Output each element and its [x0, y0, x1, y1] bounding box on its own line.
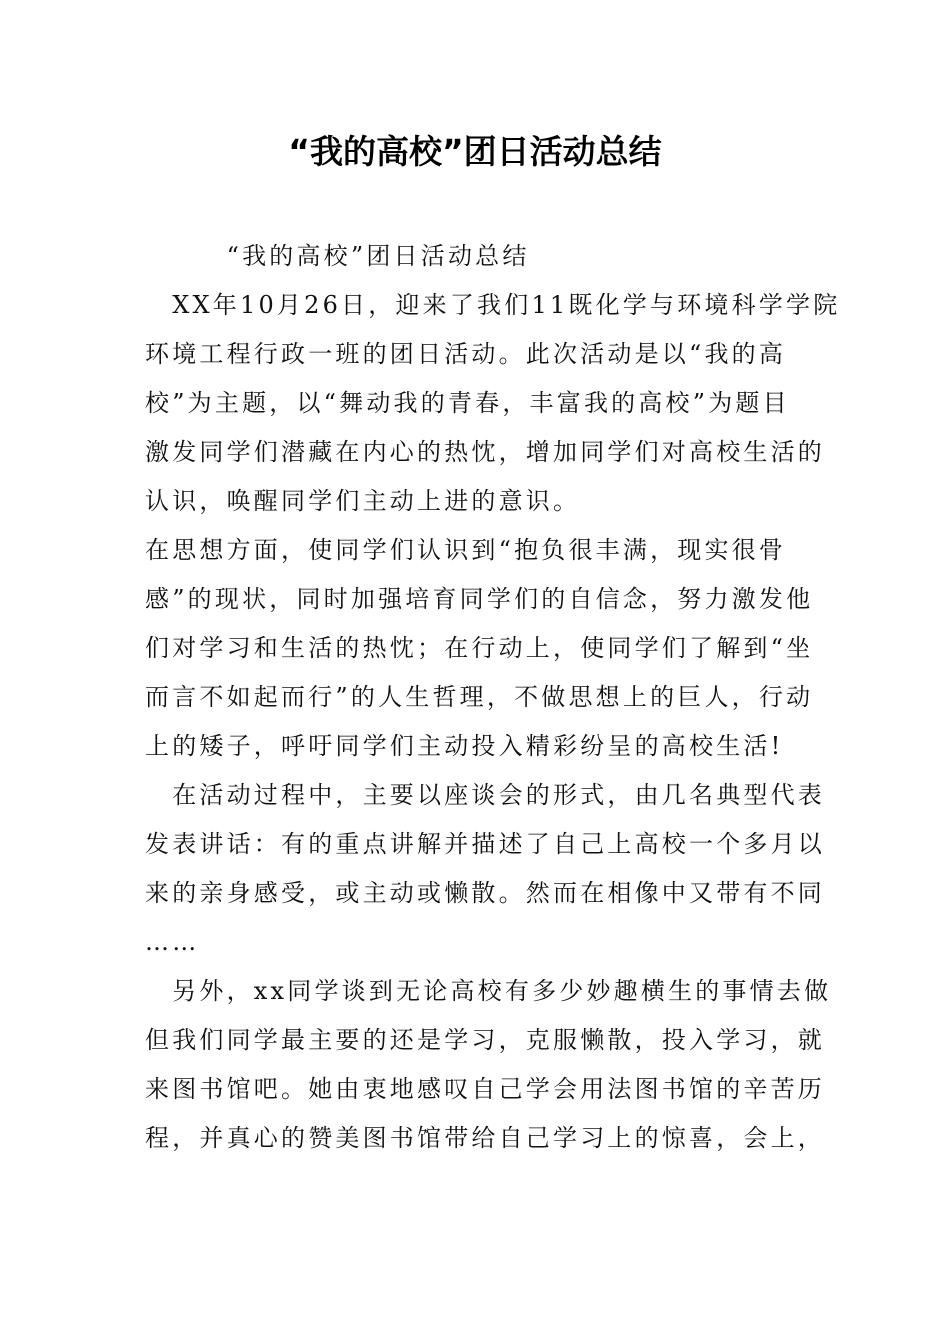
- paragraph-line: 在思想方面，使同学们认识到“抱负很丰满，现实很骨: [145, 536, 787, 564]
- paragraph-line: ……: [145, 928, 200, 956]
- paragraph-line: 另外，xx同学谈到无论高校有多少妙趣横生的事情去做: [145, 977, 832, 1005]
- document-title: “我的高校”团日活动总结: [288, 132, 662, 171]
- subtitle-line: “我的高校”团日活动总结: [145, 242, 530, 270]
- paragraph-line: 认识，唤醒同学们主动上进的意识。: [145, 487, 581, 515]
- paragraph-line: 而言不如起而行”的人生哲理，不做思想上的巨人，行动: [145, 683, 814, 711]
- paragraph-line: 在活动过程中，主要以座谈会的形式，由几名典型代表: [145, 781, 825, 809]
- paragraph-line: 程，并真心的赞美图书馆带给自己学习上的惊喜，会上，: [145, 1124, 825, 1152]
- paragraph-line: 感”的现状，同时加强培育同学们的自信念，努力激发他: [145, 585, 814, 613]
- paragraph-line: 激发同学们潜藏在内心的热忱，增加同学们对高校生活的: [145, 438, 825, 466]
- paragraph-line: 上的矮子，呼吁同学们主动投入精彩纷呈的高校生活!: [145, 732, 784, 760]
- paragraph-line: 发表讲话：有的重点讲解并描述了自己上高校一个多月以: [145, 830, 825, 858]
- paragraph-line: 来的亲身感受，或主动或懒散。然而在相像中又带有不同: [145, 879, 825, 907]
- document-body: [145, 232, 841, 1163]
- paragraph-line: XX年10月26日，迎来了我们11既化学与环境科学学院: [145, 291, 841, 319]
- paragraph-line: 校”为主题，以“舞动我的青春，丰富我的高校”为题目: [145, 389, 790, 417]
- paragraph-line: 但我们同学最主要的还是学习，克服懒散，投入学习，就: [145, 1026, 825, 1054]
- paragraph-line: 来图书馆吧。她由衷地感叹自己学会用法图书馆的辛苦历: [145, 1075, 825, 1103]
- paragraph-line: 们对学习和生活的热忱；在行动上，使同学们了解到“坐: [145, 634, 814, 662]
- paragraph-line: 环境工程行政一班的团日活动。此次活动是以“我的高: [145, 340, 787, 368]
